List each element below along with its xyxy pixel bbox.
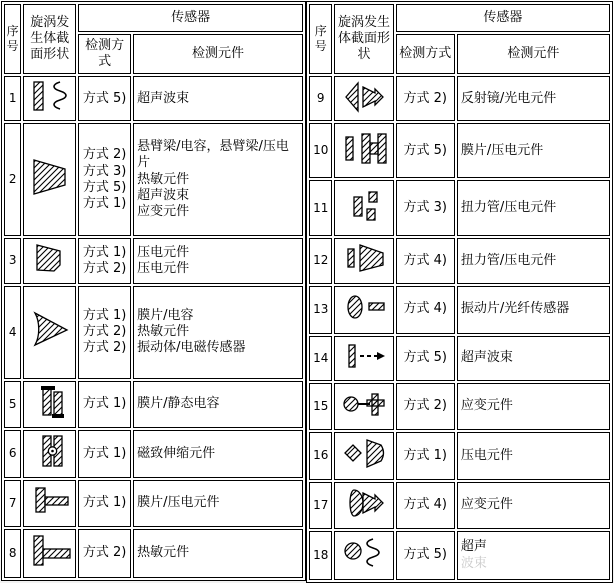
element-cell bbox=[457, 531, 610, 580]
method-cell bbox=[396, 76, 455, 121]
element-cell bbox=[133, 238, 303, 283]
method-cell bbox=[78, 76, 131, 121]
ellipse-and-bar-icon bbox=[340, 288, 388, 326]
method-cell bbox=[396, 531, 455, 580]
method-cell bbox=[396, 238, 455, 283]
element-cell bbox=[133, 430, 303, 478]
shape-cell bbox=[334, 432, 393, 480]
table-row bbox=[4, 238, 303, 283]
method-label: 方式 4) bbox=[403, 252, 447, 268]
circle-rod-ibeam-icon bbox=[339, 385, 389, 423]
row-number: 17 bbox=[309, 482, 332, 529]
method-label: 方式 1) bbox=[82, 244, 127, 260]
element-label: 热敏元件 bbox=[137, 323, 190, 339]
header-row-1 bbox=[309, 4, 610, 32]
shape-cell bbox=[334, 180, 393, 236]
row-number: 3 bbox=[4, 238, 21, 283]
method-label: 方式 2) bbox=[403, 90, 447, 106]
element-label: 超声波束 bbox=[460, 350, 513, 365]
element-label: 振动片/光纤传感器 bbox=[460, 301, 570, 317]
shape-cell bbox=[23, 238, 76, 283]
element-cell bbox=[133, 286, 303, 379]
shape-cell bbox=[334, 123, 393, 178]
element-cell bbox=[457, 123, 610, 178]
table-row bbox=[309, 383, 610, 430]
row-number: 13 bbox=[309, 286, 332, 334]
element-cell bbox=[133, 381, 303, 428]
element-cell bbox=[457, 383, 610, 430]
method-cell bbox=[396, 286, 455, 334]
shape-cell bbox=[23, 381, 76, 428]
element-label: 超声波束 bbox=[137, 90, 190, 106]
method-label: 方式 5) bbox=[82, 90, 127, 106]
method-label: 方式 5) bbox=[403, 547, 447, 563]
table-row bbox=[309, 432, 610, 480]
shape-cell bbox=[334, 531, 393, 580]
element-label: 压电元件 bbox=[460, 447, 513, 463]
header-element: 检测元件 bbox=[457, 34, 610, 74]
method-cell bbox=[78, 238, 131, 283]
element-cell bbox=[457, 336, 610, 381]
header-shape: 旋涡发生体截面形状 bbox=[334, 4, 393, 74]
element-label: 扭力管/压电元件 bbox=[460, 200, 557, 216]
method-label: 方式 1) bbox=[82, 495, 127, 511]
element-label: 超声波束 bbox=[137, 187, 190, 203]
table-row bbox=[309, 123, 610, 178]
table-row bbox=[309, 180, 610, 236]
shape-cell bbox=[23, 123, 76, 236]
element-label: 膜片/电容 bbox=[137, 307, 194, 323]
element-cell bbox=[457, 76, 610, 121]
table-right bbox=[306, 1, 613, 583]
method-label: 方式 1) bbox=[82, 196, 127, 211]
element-label: 热敏元件 bbox=[137, 171, 190, 187]
row-number: 12 bbox=[309, 238, 332, 283]
row-number: 11 bbox=[309, 180, 332, 236]
row-number: 6 bbox=[4, 430, 21, 478]
element-label: 磁致伸缩元件 bbox=[137, 445, 216, 461]
method-label: 方式 4) bbox=[403, 301, 447, 317]
method-label: 方式 3) bbox=[403, 200, 447, 216]
shape-cell bbox=[23, 480, 76, 527]
shape-cell bbox=[334, 336, 393, 381]
shape-cell bbox=[334, 383, 393, 430]
table-row bbox=[4, 123, 303, 236]
element-label: 压电元件 bbox=[137, 260, 190, 276]
table-row bbox=[4, 480, 303, 527]
method-cell bbox=[78, 286, 131, 379]
element-label: 膜片/静态电容 bbox=[137, 396, 220, 411]
element-label: 热敏元件 bbox=[137, 545, 190, 561]
slotted-rect-icon bbox=[27, 382, 73, 422]
element-cell bbox=[457, 286, 610, 334]
element-label: 振动体/电磁传感器 bbox=[137, 340, 246, 356]
row-number: 14 bbox=[309, 336, 332, 381]
shape-cell bbox=[23, 529, 76, 578]
table-row bbox=[4, 381, 303, 428]
element-label: 应变元件 bbox=[460, 398, 513, 414]
row-number: 2 bbox=[4, 123, 21, 236]
method-label: 方式 1) bbox=[82, 445, 127, 461]
table-row bbox=[4, 286, 303, 379]
table-row bbox=[4, 430, 303, 478]
method-label: 方式 1) bbox=[82, 307, 127, 323]
table-row bbox=[309, 286, 610, 334]
trapezoid-small-icon bbox=[27, 239, 73, 277]
header-method: 检测方式 bbox=[78, 34, 131, 74]
method-label: 方式 5) bbox=[403, 142, 447, 158]
method-label: 方式 2) bbox=[82, 545, 127, 561]
circle-and-wave-icon bbox=[340, 533, 388, 573]
element-cell bbox=[133, 529, 303, 578]
tee-right-icon bbox=[27, 482, 73, 520]
header-sensor: 传感器 bbox=[78, 4, 303, 32]
table-row bbox=[309, 76, 610, 121]
element-cell bbox=[457, 238, 610, 283]
element-label: 扭力管/压电元件 bbox=[460, 252, 557, 268]
element-cell bbox=[133, 123, 303, 236]
header-sensor: 传感器 bbox=[396, 4, 610, 32]
triangle-pair-arrow-icon bbox=[340, 77, 388, 115]
method-cell bbox=[78, 430, 131, 478]
element-cell bbox=[133, 480, 303, 527]
method-label: 方式 1) bbox=[82, 396, 127, 411]
bar-and-wave-icon bbox=[27, 77, 73, 115]
element-label: 膜片/压电元件 bbox=[460, 142, 544, 158]
lens-and-flag-icon bbox=[340, 483, 388, 523]
shape-cell bbox=[334, 76, 393, 121]
method-label: 方式 2) bbox=[82, 340, 127, 356]
diamond-and-trapezoid-icon bbox=[339, 433, 389, 473]
element-label: 应变元件 bbox=[137, 204, 190, 220]
row-number: 8 bbox=[4, 529, 21, 578]
method-cell bbox=[78, 529, 131, 578]
method-cell bbox=[78, 381, 131, 428]
method-cell bbox=[78, 480, 131, 527]
row-number: 1 bbox=[4, 76, 21, 121]
shape-cell bbox=[334, 286, 393, 334]
row-number: 4 bbox=[4, 286, 21, 379]
table-row bbox=[309, 482, 610, 529]
element-label: 悬臂梁/电容，悬臂梁/压电片 bbox=[137, 139, 289, 171]
element-cell bbox=[133, 76, 303, 121]
shape-cell bbox=[334, 482, 393, 529]
bar-and-h-block-icon bbox=[339, 129, 389, 167]
method-label: 方式 2) bbox=[82, 323, 127, 339]
method-label: 方式 2) bbox=[82, 147, 127, 163]
element-label: 超声 波束 bbox=[461, 539, 606, 572]
shape-cell bbox=[23, 76, 76, 121]
row-number: 5 bbox=[4, 381, 21, 428]
element-cell bbox=[457, 432, 610, 480]
method-cell bbox=[396, 432, 455, 480]
table-row bbox=[309, 238, 610, 283]
arrow-triangle-icon bbox=[27, 309, 73, 349]
bar-and-segments-icon bbox=[341, 186, 387, 226]
row-number: 18 bbox=[309, 531, 332, 580]
element-label: 压电元件 bbox=[137, 244, 190, 260]
tee-right-long-icon bbox=[27, 531, 73, 571]
method-label: 方式 4) bbox=[403, 497, 447, 513]
method-label: 方式 5) bbox=[403, 350, 447, 365]
header-shape: 旋涡发生体截面形状 bbox=[23, 4, 76, 74]
element-cell bbox=[457, 180, 610, 236]
element-label: 膜片/压电元件 bbox=[137, 495, 220, 511]
row-number: 10 bbox=[309, 123, 332, 178]
element-cell bbox=[457, 482, 610, 529]
shape-cell bbox=[23, 286, 76, 379]
shape-cell bbox=[334, 238, 393, 283]
watermarked-text: 波束 bbox=[460, 555, 487, 571]
header-method: 检测方式 bbox=[396, 34, 455, 74]
row-number: 7 bbox=[4, 480, 21, 527]
table-left bbox=[1, 1, 306, 581]
method-cell bbox=[396, 482, 455, 529]
element-label: 反射镜/光电元件 bbox=[460, 90, 557, 106]
table-row bbox=[4, 529, 303, 578]
row-number: 16 bbox=[309, 432, 332, 480]
method-label: 方式 3) bbox=[82, 163, 127, 179]
method-label: 方式 1) bbox=[403, 447, 447, 463]
double-bar-circle-icon bbox=[27, 431, 73, 471]
header-row-1 bbox=[4, 4, 303, 32]
trapezoid-large-icon bbox=[27, 157, 73, 197]
bar-and-dashed-arrow-icon bbox=[340, 337, 388, 375]
shape-cell bbox=[23, 430, 76, 478]
header-element: 检测元件 bbox=[133, 34, 303, 74]
method-label: 方式 2) bbox=[82, 260, 127, 276]
method-cell bbox=[78, 123, 131, 236]
method-label: 方式 5) bbox=[82, 179, 127, 195]
row-number: 9 bbox=[309, 76, 332, 121]
table-row bbox=[309, 336, 610, 381]
element-label: 应变元件 bbox=[460, 497, 513, 513]
table-row bbox=[4, 76, 303, 121]
method-cell bbox=[396, 336, 455, 381]
method-label: 方式 2) bbox=[403, 398, 447, 414]
row-number: 15 bbox=[309, 383, 332, 430]
header-serial: 序号 bbox=[4, 4, 21, 74]
bar-and-trapezoid-icon bbox=[340, 239, 388, 277]
table-row bbox=[309, 531, 610, 580]
method-cell bbox=[396, 383, 455, 430]
method-cell bbox=[396, 123, 455, 178]
method-cell bbox=[396, 180, 455, 236]
header-serial: 序号 bbox=[309, 4, 332, 74]
